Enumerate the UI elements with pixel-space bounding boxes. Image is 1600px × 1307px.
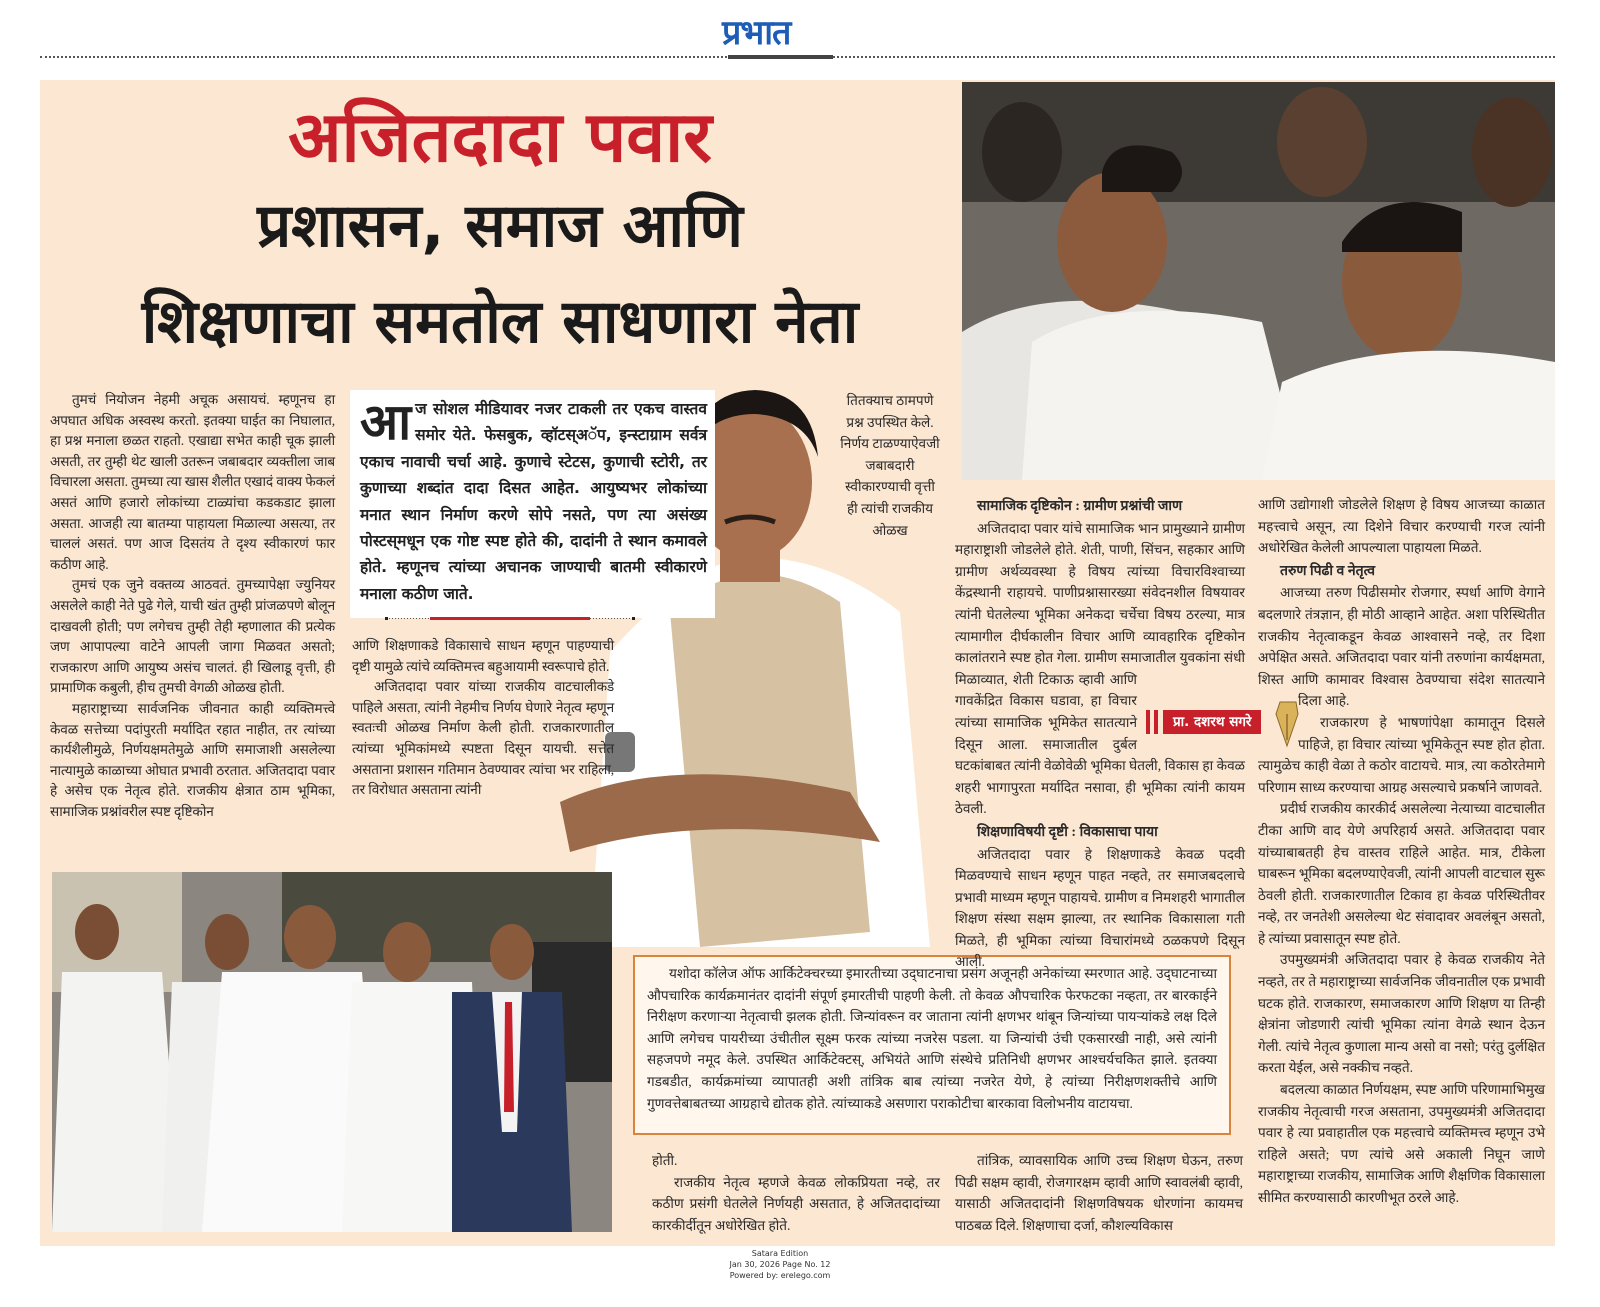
pull-quote-rule bbox=[385, 617, 635, 620]
paragraph: अजितदादा पवार यांच्या राजकीय वाटचालीकडे पाहिले असता, त्यांनी नेहमीच निर्णय घेणारे नेतृत्व म्हणून स्वतःची ओळख निर्माण केली होती. राजकारणातील त्यांच्या भूमिकांमध्ये स्पष्टता दिसून यायची. सत्तेत असताना प्रशासन गतिमान ठेवण्यावर त्यांचा भर राहिला, तर विरोधात असताना त्यांनी bbox=[352, 679, 614, 798]
paragraph: आणि उद्योगाशी जोडलेले शिक्षण हे विषय आजच्या काळात महत्त्वाचे असून, त्या दिशेने विचार करण्याची गरज त्यांनी अधोरेखित केलेली आपल्याला पाहायला मिळते. bbox=[1258, 497, 1545, 556]
paragraph: तुमचं नियोजन नेहमी अचूक असायचं. म्हणूनच हा अपघात अधिक अस्वस्थ करतो. इतक्या घाईत का निघालात, हा प्रश्न मनाला छळत राहतो. एखाद्या सभेत काही चूक झाली असती, तर तुम्ही थेट खाली उतरून जबाबदार व्यक्तीला जाब विचारला असता. तुमच्या त्या खास शैलीत एखादं वाक्य फेकलं असतं आणि हजारो लोकांच्या टाळ्यांचा कडकडाट झाला असता. आजही त्या बातम्या पाहायला मिळाल्या असत्या, तर चाललं असतं. पण आज दिसतंय ते दृश्य स्वीकारणं फार कठीण आहे. bbox=[50, 392, 335, 572]
paragraph: तितक्याच ठामपणे प्रश्न उपस्थित केले. bbox=[846, 393, 934, 430]
headline: अजितदादा पवार bbox=[288, 96, 712, 178]
section-heading: शिक्षणाविषयी दृष्टी : विकासाचा पाया bbox=[977, 824, 1158, 840]
subheadline-line-2: शिक्षणाचा समतोल साधणारा नेता bbox=[141, 287, 859, 357]
paragraph: यशोदा कॉलेज ऑफ आर्किटेक्चरच्या इमारतीच्या उद्‌घाटनाचा प्रसंग अजूनही अनेकांच्या स्मरणात आहे. उद्‌घाटनाच्या औपचारिक कार्यक्रमानंतर दादांनी संपूर्ण इमारतीची पाहणी केली. तो केवळ औपचारिक फेरफटका नव्हता, तर बारकाईने निरीक्षण करणाऱ्या नेतृत्वाची झलक होती. जिन्यांवरून वर जाताना त्यांनी क्षणभर थांबून जिन्यांच्या पायऱ्यांकडे लक्ष दिले आणि लगेचच पायरीच्या उंचीतील सूक्ष्म फरक त्यांच्या नजरेस पडला. या जिन्यांची उंची एकसारखी नाही, असे त्यांनी सहजपणे नमूद केले. उपस्थित आर्किटेक्टस्, अभियंते आणि संस्थेचे प्रतिनिधी क्षणभर आश्चर्यचकित झाले. इतक्या गडबडीत, कार्यक्रमांच्या व्यापातही अशी तांत्रिक बाब त्यांच्या नजरेत येणे, हे त्यांच्या निरीक्षणशक्तीचे आणि गुणवत्तेबाबतच्या आग्रहाचे द्योतक होते. त्यांच्याकडे असणारा पराकोटीचा बारकावा विलोभनीय वाटायचा. bbox=[647, 966, 1217, 1111]
paragraph: अजितदादा पवार हे शिक्षणाकडे केवळ पदवी मिळवण्याचे साधन म्हणून पाहत नव्हते, तर समाजबदलाचे प्रभावी माध्यम म्हणून पाहायचे. ग्रामीण व निमशहरी भागातील शिक्षण संस्था सक्षम झाल्या, तर स्थानिक विकासाला गती मिळते, ही भूमिका त्यांच्या विचारांमध्ये ठळकपणे दिसून आली. bbox=[955, 846, 1245, 970]
paragraph: उपमुख्यमंत्री अजितदादा पवार हे केवळ राजकीय नेते नव्हते, तर ते महाराष्ट्राच्या सार्वजनिक जीवनातील एक प्रभावी घटक होते. राजकारण, समाजकारण आणि शिक्षण या तिन्ही क्षेत्रांना जोडणारी त्यांची भूमिका त्यांना वेगळे स्थान देऊन गेली. त्यांचे नेतृत्व कुणाला मान्य असो वा नसो; परंतु दुर्लक्षित करता येईल, असे नक्कीच नव्हते. bbox=[1258, 952, 1545, 1076]
drop-cap: आ bbox=[360, 393, 412, 451]
anecdote-box bbox=[633, 955, 1231, 1135]
paragraph: राजकारण हे भाषणांपेक्षा कामातून दिसले पाहिजे, हा विचार त्यांच्या भूमिकेतून स्पष्ट होत होता. त्यामुळेच काही वेळा ते कठोर वाटायचे. मात्र, त्या कठोरतेमागे परिणाम साध्य करण्याचा आग्रह असल्याचे प्रकर्षाने जाणवते. bbox=[1258, 714, 1545, 795]
paragraph: तुमचं एक जुने वक्तव्य आठवतं. तुमच्यापेक्षा ज्युनियर असलेले काही नेते पुढे गेले, याची खंत तुम्ही प्रांजळपणे बोलून दाखवली होती; पण लगेचच तुम्ही तेही म्हणालात की प्रत्येक जण आपापल्या वाटेने आपली जागा मिळवत असतो; राजकारण आणि आयुष्य असंच चालतं. ही खिलाडू वृत्ती, ही प्रामाणिक कबुली, हीच तुमची वेगळी ओळख होती. bbox=[50, 577, 335, 696]
bottom-column-left bbox=[652, 1150, 940, 1236]
article-column-4 bbox=[1258, 494, 1545, 1209]
author-byline: प्रा. दशरथ सगरे bbox=[1163, 710, 1261, 734]
paragraph: तांत्रिक, व्यावसायिक आणि उच्च शिक्षण घेऊन, तरुण पिढी सक्षम व्हावी, रोजगारक्षम व्हावी आणि स्वावलंबी व्हावी, यासाठी अजितदादांनी शिक्षणविषयक धोरणांना कायमच पाठबळ दिले. शिक्षणाचा दर्जा, कौशल्यविकास bbox=[955, 1153, 1243, 1233]
powered-by-link[interactable]: Powered by: erelego.com bbox=[729, 1271, 831, 1280]
paragraph: प्रदीर्घ राजकीय कारकीर्द असलेल्या नेत्याच्या वाटचालीत टीका आणि वाद येणे अपरिहार्य असते. अजितदादा पवार यांच्याबाबतही हेच वास्तव राहिले आहेत. मात्र, टीकेला घाबरून भूमिका बदलण्याऐवजी, त्यांनी आपली वाटचाल सुरू ठेवली होती. राजकारणातील टिकाव हा केवळ परिस्थितीवर नव्हे, तर जनतेशी असलेल्या थेट संवादावर अवलंबून असतो, हे त्यांच्या प्रवासातून स्पष्ट होते. bbox=[1258, 801, 1545, 946]
photo-leaders-meeting bbox=[962, 82, 1555, 480]
date-page-label: Jan 30, 2026 Page No. 12 bbox=[729, 1260, 831, 1269]
masthead-logo: प्रभात bbox=[722, 13, 791, 53]
byline-bars bbox=[1146, 710, 1158, 734]
page-footer bbox=[700, 1248, 860, 1281]
photo-leaders-walking bbox=[52, 872, 612, 1232]
pull-quote bbox=[350, 390, 715, 618]
section-heading: तरुण पिढी व नेतृत्व bbox=[1280, 563, 1376, 579]
bottom-column-middle bbox=[955, 1150, 1243, 1236]
paragraph: बदलत्या काळात निर्णयक्षम, स्पष्ट आणि परिणामाभिमुख राजकीय नेतृत्वाची गरज असताना, उपमुख्यमंत्री अजितदादा पवार हे त्या प्रवाहातील एक महत्त्वाचे व्यक्तिमत्त्व म्हणून उभे राहिले असते; पण त्यांचे असे अकाली निघून जाणे महाराष्ट्राच्या राजकीय, सामाजिक आणि शैक्षणिक विकासाला सीमित करण्यासाठी कारणीभूत ठरले आहे. bbox=[1258, 1082, 1545, 1205]
subheadline-line-1: प्रशासन, समाज आणि bbox=[257, 191, 743, 261]
paragraph: राजकीय नेतृत्व म्हणजे केवळ लोकप्रियता नव्हे, तर कठीण प्रसंगी घेतलेले निर्णयही असतात, हे अजितदादांच्या कारकीर्दीतून अधोरेखित होते. bbox=[652, 1174, 940, 1233]
masthead-underline bbox=[728, 55, 833, 59]
pull-quote-text: ज सोशल मीडियावर नजर टाकली तर एकच वास्तव समोर येते. फेसबुक, व्हॉटस्‌अॅप, इन्स्टाग्राम सर्वत्र एकाच नावाची चर्चा आहे. कुणाचे स्टेटस, कुणाची स्टोरी, तर कुणाच्या शब्दांत दादा दिसत आहेत. आयुष्यभर लोकांच्या मनात स्थान निर्माण करणे सोपे नसते, पण त्या असंख्य पोस्टस्‌मधून एक गोष्ट स्पष्ट होते की, दादांनी ते स्थान कमावले होते. म्हणूनच त्यांच्या अचानक जाण्याची बातमी स्वीकारणे मनाला कठीण जाते. bbox=[360, 400, 707, 603]
section-heading: सामाजिक दृष्टिकोन : ग्रामीण प्रश्नांची जाण bbox=[977, 499, 1183, 514]
paragraph: आणि शिक्षणाकडे विकासाचे साधन म्हणून पाहण्याची दृष्टी यामुळे त्यांचे व्यक्तिमत्त्व बहुआयामी स्वरूपाचे होते. bbox=[352, 638, 614, 674]
paragraph: अजितदादा पवार यांचे सामाजिक भान प्रामुख्याने ग्रामीण महाराष्ट्राशी जोडलेले होते. शेती, पाणी, सिंचन, सहकार आणि ग्रामीण अर्थव्यवस्था हे विषय त्यांच्या विचारविश्वाच्या केंद्रस्थानी राहायचे. पाणीप्रश्नासारख्या संवेदनशील विषयावर त्यांनी घेतलेल्या भूमिका अनेकदा चर्चेचा विषय ठरल्या, मात्र त्यामागील दीर्घकालीन विचार आणि व्यावहारिक दृष्टिकोन कालांतराने स्पष्ट होत गेला. ग्रामीण समाजातील युवकांना संधी मिळाव्यात, शेती टिकाऊ व्हावी आणि गावकेंद्रित विकास घडावा, हा विचार त्यांच्या सामाजिक भूमिकेत सातत्याने दिसून आला. समाजातील दुर्बल घटकांबाबत त्यांनी वेळोवेळी भूमिका घेतली, विकास हा केवळ शहरी भागापुरता मर्यादित नसावा, ही भूमिका त्यांनी कायम ठेवली. bbox=[955, 520, 1245, 817]
edition-label: Satara Edition bbox=[751, 1249, 809, 1258]
article-column-2 bbox=[352, 636, 614, 801]
paragraph: निर्णय टाळण्याऐवजी जबाबदारी स्वीकारण्याची वृत्ती ही त्यांची राजकीय ओळख bbox=[840, 436, 940, 538]
pen-nib-icon bbox=[1272, 700, 1302, 748]
paragraph: आजच्या तरुण पिढीसमोर रोजगार, स्पर्धा आणि वेगाने बदलणारे तंत्रज्ञान, ही मोठी आव्हाने आहेत. अशा परिस्थितीत राजकीय नेतृत्वाकडून केवळ आश्वासने नव्हे, तर दिशा अपेक्षित असते. अजितदादा पवार यांनी तरुणांना कार्यक्षमता, शिस्त आणि कामावर विश्वास ठेवण्याचा संदेश सातत्याने दिला आहे. bbox=[1258, 585, 1545, 709]
article-column-1 bbox=[50, 390, 335, 822]
article-narrow-column bbox=[840, 390, 940, 541]
paragraph: महाराष्ट्राच्या सार्वजनिक जीवनात काही व्यक्तिमत्त्वे केवळ सत्तेच्या पदांपुरती मर्यादित रहात नाहीत, तर त्यांच्या कार्यशैलीमुळे, निर्णयक्षमतेमुळे आणि समाजाशी असलेल्या नात्यामुळे काळाच्या ओघात प्रभावी ठरतात. अजितदादा पवार हे असेच एक नेतृत्व होते. राजकीय क्षेत्रात ठाम भूमिका, सामाजिक प्रश्नांवरील स्पष्ट दृष्टिकोन bbox=[50, 700, 335, 819]
paragraph: होती. bbox=[652, 1153, 678, 1168]
